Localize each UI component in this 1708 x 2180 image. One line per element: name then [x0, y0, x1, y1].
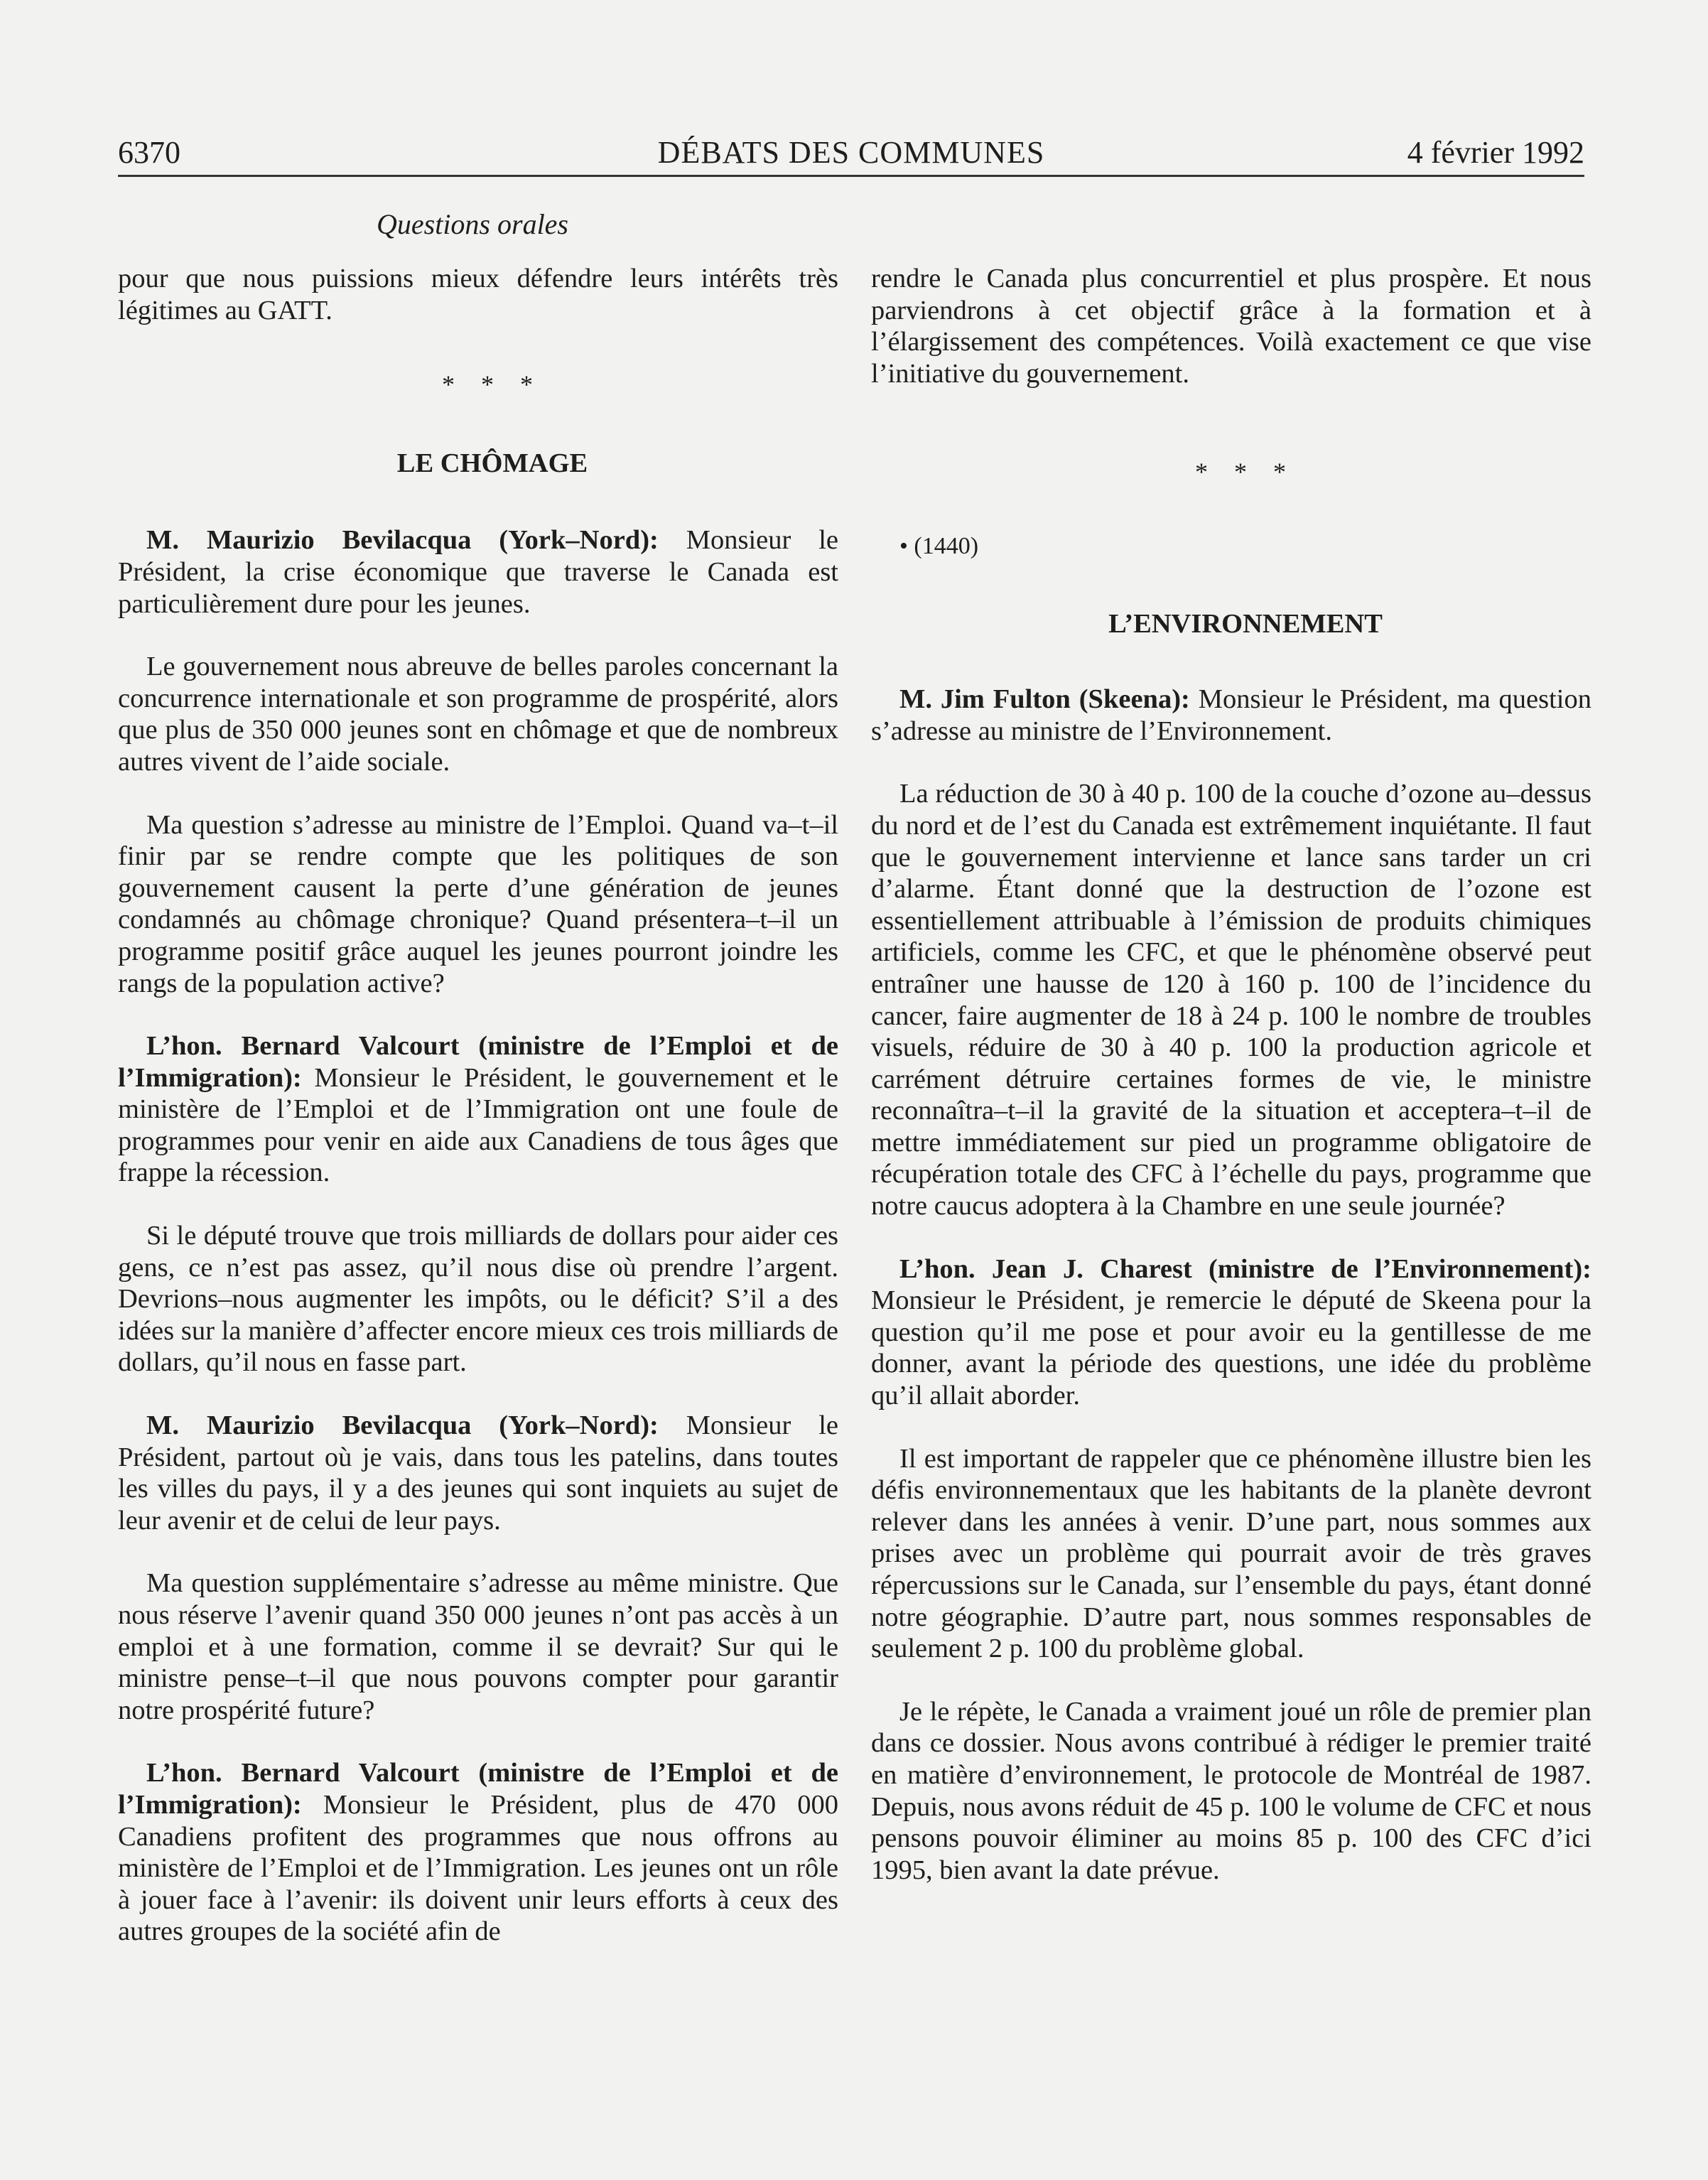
- section-separator: * * *: [442, 370, 543, 399]
- section-separator: * * *: [1195, 458, 1296, 487]
- paragraph: [118, 524, 838, 620]
- paragraph: [118, 1757, 838, 1948]
- speaker-name: L’hon. Bernard Valcourt (ministre de l’Emploi et de l’Immigration):: [118, 1758, 838, 1820]
- speaker-name: M. Jim Fulton (Skeena):: [899, 684, 1190, 715]
- speaker-name: L’hon. Jean J. Charest (ministre de l’Environnement):: [899, 1253, 1591, 1284]
- paragraph: Il est important de rappeler que ce phénomène illustre bien les défis environnementaux que les habitants de la planète devront relever dans les années à venir. D’une part, nous sommes aux prises avec un problème qui pourrait avoir de très graves répercussions sur le Canada, sur l’ensemble du pays, étant donné notre géographie. D’autre part, nous sommes responsables de seulement 2 p. 100 du problème global.: [871, 1443, 1591, 1664]
- paragraph: rendre le Canada plus concurrentiel et plus prospère. Et nous parviendrons à cet objectif grâce à la formation et à l’élargissement des compétences. Voilà exactement ce que vise l’initiative du gouvernement.: [871, 264, 1591, 389]
- paragraph: [871, 1253, 1591, 1412]
- section-title: Questions orales: [377, 208, 568, 240]
- paragraph: La réduction de 30 à 40 p. 100 de la couche d’ozone au–dessus du nord et de l’est du Canada est extrêmement inquiétante. Il faut que le gouvernement intervienne et lance sans tarder un cri d’alarme. Étant donné que la destruction de l’ozone est essentiellement attribuable à l’émission de produits chimiques artificiels, comme les CFC, et que le phénomène observé peut entraîner une hausse de 120 à 160 p. 100 de l’incidence du cancer, faire augmenter de 18 à 24 p. 100 le nombre de troubles visuels, réduire de 30 à 40 p. 100 la production agricole et carrément détruire certaines formes de vie, le ministre reconnaîtra–t–il la gravité de la situation et acceptera–t–il de mettre immédiatement sur pied un programme obligatoire de récupération totale des CFC à l’échelle du pays, programme que notre caucus adoptera à la Chambre en une seule journée?: [871, 779, 1591, 1221]
- paragraph: Je le répète, le Canada a vraiment joué un rôle de premier plan dans ce dossier. Nous avons contribué à rédiger le premier traité en matière d’environnement, le protocole de Montréal de 1987. Depuis, nous avons réduit de 45 p. 100 le volume de CFC et nous pensons pouvoir éliminer au moins 85 p. 100 des CFC d’ici 1995, bien avant la date prévue.: [871, 1696, 1591, 1885]
- page-header: [118, 132, 1584, 177]
- paragraph: pour que nous puissions mieux défendre leurs intérêts très légitimes au GATT.: [118, 264, 838, 325]
- page-date: 4 février 1992: [1407, 135, 1584, 170]
- timestamp: • (1440): [899, 532, 979, 559]
- section-heading: L’ENVIRONNEMENT: [1108, 608, 1383, 639]
- paragraph: Ma question supplémentaire s’adresse au même ministre. Que nous réserve l’avenir quand 350 000 jeunes n’ont pas accès à un emploi et à une formation, comme il se devrait? Sur qui le ministre pense–t–il que nous pouvons compter pour garantir notre prospérité future?: [118, 1568, 838, 1725]
- paragraph: [871, 684, 1591, 747]
- speaker-name: M. Maurizio Bevilacqua (York–Nord):: [146, 525, 659, 556]
- paragraph: [118, 1410, 838, 1536]
- speech-text: Monsieur le Président, partout où je vais, dans tous les patelins, dans toutes les villes du pays, il y a des jeunes qui sont inquiets au sujet de leur avenir et de celui de leur pays.: [118, 1410, 838, 1536]
- speech-text: Monsieur le Président, la crise économique que traverse le Canada est particulièrement dure pour les jeunes.: [118, 525, 838, 619]
- paragraph: Ma question s’adresse au ministre de l’Emploi. Quand va–t–il finir par se rendre compte que les politiques de son gouvernement causent la perte d’une génération de jeunes condamnés au chômage chronique? Quand présentera–t–il un programme positif grâce auquel les jeunes pourront joindre les rangs de la population active?: [118, 809, 838, 998]
- speech-text: Monsieur le Président, je remercie le député de Skeena pour la question qu’il me pose et pour avoir eu la gentillesse de me donner, avant la période des questions, une idée du problème qu’il allait aborder.: [871, 1285, 1591, 1411]
- paragraph: Si le député trouve que trois milliards de dollars pour aider ces gens, ce n’est pas assez, qu’il nous dise où prendre l’argent. Devrions–nous augmenter les impôts, ou le déficit? S’il a des idées sur la manière d’affecter encore mieux ces trois milliards de dollars, qu’il nous en fasse part.: [118, 1221, 838, 1378]
- speech-text: Monsieur le Président, plus de 470 000 Canadiens profitent des programmes que nous offrons au ministère de l’Emploi et de l’Immigration. Les jeunes ont un rôle à jouer face à l’avenir: ils doivent unir leurs efforts à ceux des autres groupes de la société afin de: [118, 1789, 838, 1947]
- page-number: 6370: [118, 135, 180, 170]
- speaker-name: L’hon. Bernard Valcourt (ministre de l’Emploi et de l’Immigration):: [118, 1031, 838, 1093]
- speaker-name: M. Maurizio Bevilacqua (York–Nord):: [146, 1410, 659, 1441]
- paragraph: Le gouvernement nous abreuve de belles paroles concernant la concurrence internationale et son programme de prospérité, alors que plus de 350 000 jeunes sont en chômage et que de nombreux autres vivent de l’aide sociale.: [118, 652, 838, 777]
- publication-title: DÉBATS DES COMMUNES: [657, 135, 1045, 170]
- right-column: [871, 263, 1591, 1917]
- left-column: [118, 263, 838, 1979]
- section-heading: LE CHÔMAGE: [396, 448, 588, 478]
- speech-text: Monsieur le Président, le gouvernement et le ministère de l’Emploi et de l’Immigration ont une foule de programmes pour venir en aide aux Canadiens de tous âges que frappe la récession.: [118, 1062, 838, 1188]
- paragraph: [118, 1030, 838, 1189]
- speech-text: Monsieur le Président, ma question s’adresse au ministre de l’Environnement.: [871, 684, 1592, 746]
